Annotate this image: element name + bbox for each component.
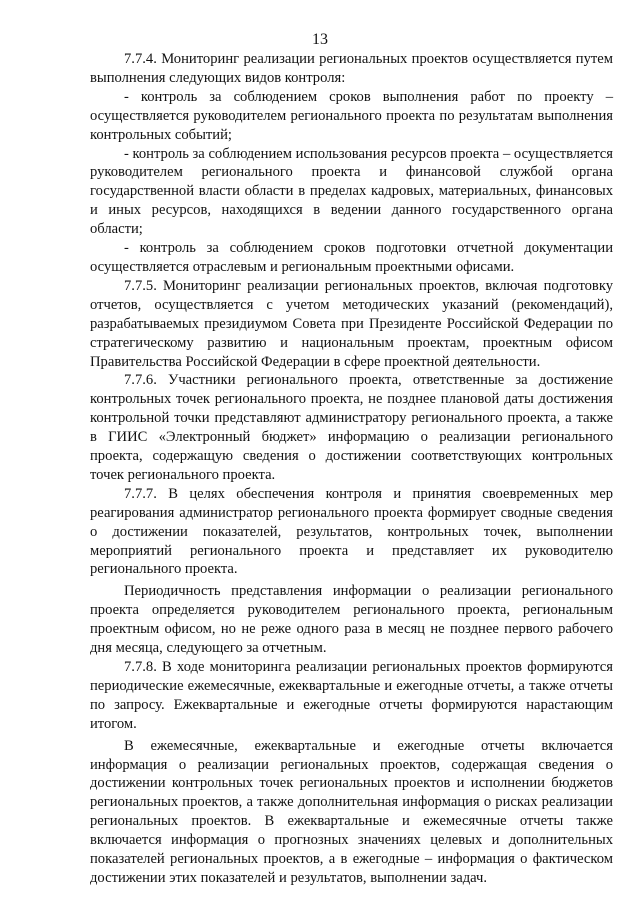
list-item-resource-control: - контроль за соблюдением использования ресурсов проекта – осуществляется руководителем регионального проекта и финансовой службой органа государственной власти области в пределах кадровых, материальных, финансовых и иных ресурсов, находящихся в ведении данного государственного органа области; (90, 145, 613, 238)
paragraph-report-contents: В ежемесячные, ежеквартальные и ежегодные отчеты включается информация о реализации региональных проектов, содержащая сведения о достижении контрольных точек региональных проектов и исполнении бюджетов региональных проектов, а также дополнительная информация о рисках реализации региональных проектов. В ежеквартальные и ежемесячные отчеты также включается информация о прогнозных значениях целевых и дополнительных показателей региональных проектов, а в ежегодные – информация о фактическом достижении этих показателей и результатов, выполнении задач. (90, 737, 613, 886)
paragraph-7-7-7: 7.7.7. В целях обеспечения контроля и принятия своевременных мер реагирования администратор регионального проекта формирует сводные сведения о достижении показателей, результатов, контрольных точек, выполнении мероприятий регионального проекта и представляет их руководителю регионального проекта. (90, 485, 613, 578)
list-item-deadline-control: - контроль за соблюдением сроков выполнения работ по проекту – осуществляется руководителем регионального проекта по результатам выполнения контрольных событий; (90, 88, 613, 143)
paragraph-7-7-8: 7.7.8. В ходе мониторинга реализации региональных проектов формируются периодические ежемесячные, ежеквартальные и ежегодные отчеты, а также отчеты по запросу. Ежеквартальные и ежегодные отчеты формируются нарастающим итогом. (90, 659, 613, 732)
paragraph-7-7-5: 7.7.5. Мониторинг реализации региональных проектов, включая подготовку отчетов, осуществляется с учетом методических указаний (рекомендаций), разрабатываемых президиумом Совета при Президенте Российской Федерации по стратегическому развитию и национальным проектам, проектным офисом Правительства Российской Федерации в сфере проектной деятельности. (90, 277, 613, 370)
paragraph-reporting-frequency: Периодичность представления информации о реализации регионального проекта определяется руководителем регионального проекта, региональным проектным офисом, но не реже одного раза в месяц не позднее первого рабочего дня месяца, следующего за отчетным. (90, 583, 613, 657)
list-item-reporting-control: - контроль за соблюдением сроков подготовки отчетной документации осуществляется отраслевым и региональным проектными офисами. (90, 240, 613, 275)
document-body (90, 50, 613, 888)
page-number: 13 (312, 31, 328, 48)
paragraph-7-7-6: 7.7.6. Участники регионального проекта, ответственные за достижение контрольных точек регионального проекта, не позднее плановой даты достижения контрольной точки представляют администратору регионального проекта, а также в ГИИС «Электронный бюджет» информацию о реализации регионального проекта, содержащую сведения о достижении соответствующих контрольных точек регионального проекта. (90, 372, 613, 483)
paragraph-7-7-4: 7.7.4. Мониторинг реализации региональных проектов осуществляется путем выполнения следующих видов контроля: (90, 51, 613, 86)
